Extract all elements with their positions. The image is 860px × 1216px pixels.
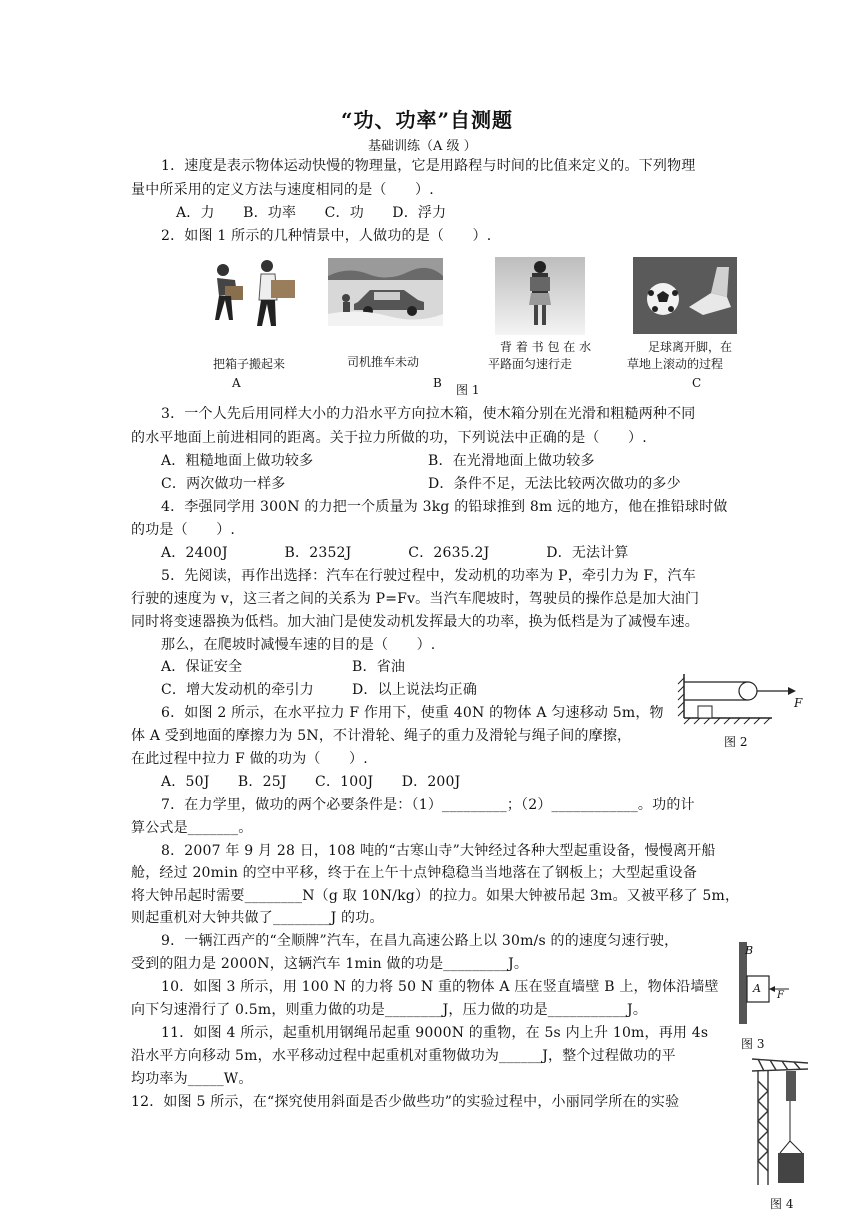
q12-line1: 12．如图 5 所示，在“探究使用斜面是否少做些功”的实验过程中，小丽同学所在的实验 <box>131 1094 680 1110</box>
figure3-label: 图 3 <box>741 1037 765 1051</box>
q10-line1: 10．如图 3 所示，用 100 N 的力将 50 N 重的物体 A 压在竖直墙壁 B 上，物体沿墙壁 <box>161 979 719 995</box>
figure1-caption-b: 司机推车未动 <box>347 355 420 369</box>
q6-line1: 6．如图 2 所示，在水平拉力 F 作用下，使重 40N 的物体 A 匀速移动 5m，物 <box>161 705 664 721</box>
figure4-label: 图 4 <box>770 1197 794 1211</box>
q3-option-d: D．条件不足，无法比较两次做功的多少 <box>428 476 681 492</box>
q2-line1: 2．如图 1 所示的几种情景中，人做功的是（ ）. <box>161 228 492 244</box>
q5-option-b: B．省油 <box>352 659 406 675</box>
figure1-image-pushing-car <box>328 258 443 326</box>
q8-line1: 8．2007 年 9 月 28 日，108 吨的“古寒山寺”大钟经过各种大型起重设备，慢慢离开船 <box>161 843 716 859</box>
q11-line1: 11．如图 4 所示，起重机用钢绳吊起重 9000N 的重物，在 5s 内上升 10m，再用 4s <box>161 1025 709 1041</box>
section-subtitle: 基础训练（A 级 ） <box>368 139 477 154</box>
q9-line1: 9．一辆江西产的“全顺牌”汽车，在昌九高速公路上以 30m/s 的的速度匀速行驶， <box>161 933 679 949</box>
q5-option-a: A．保证安全 <box>161 659 243 675</box>
q5-line4: 那么，在爬坡时减慢车速的目的是（ ）. <box>161 637 436 653</box>
q11-line3: 均功率为_____W。 <box>131 1071 253 1087</box>
q5-option-d: D．以上说法均正确 <box>352 682 478 698</box>
figure1-letter-b: B <box>433 376 442 390</box>
q3-option-c: C．两次做功一样多 <box>161 476 286 492</box>
figure1-caption-d-line1: 足球离开脚，在 <box>648 340 733 354</box>
q5-line2: 行驶的速度为 v，这三者之间的关系为 P=Fv。当汽车爬坡时，驾驶员的操作总是加大油门 <box>131 591 700 607</box>
q5-line1: 5．先阅读，再作出选择：汽车在行驶过程中，发动机的功率为 P，牵引力为 F，汽车 <box>161 568 696 584</box>
q3-option-a: A．粗糙地面上做功较多 <box>161 453 314 469</box>
q5-option-c: C．增大发动机的牵引力 <box>161 682 314 698</box>
q9-line2: 受到的阻力是 2000N，这辆汽车 1min 做的功是_________J。 <box>131 956 529 972</box>
figure1-letter-c: C <box>692 376 702 390</box>
q7-line2: 算公式是_______。 <box>131 820 253 836</box>
q11-line2: 沿水平方向移动 5m，水平移动过程中起重机对重物做功为______J，整个过程做功的平 <box>131 1048 676 1064</box>
figure2-pulley-diagram <box>676 672 806 750</box>
figure1-letter-a: A <box>232 376 241 390</box>
q3-line2: 的水平地面上前进相同的距离。关于拉力所做的功，下列说法中正确的是（ ）. <box>131 430 647 446</box>
q8-line4: 则起重机对大钟共做了________J 的功。 <box>131 910 384 926</box>
figure1-caption-a: 把箱子搬起来 <box>213 357 286 371</box>
q6-options: A．50J B．25J C．100J D．200J <box>161 774 461 790</box>
figure3-block-label: A <box>753 982 761 995</box>
figure3-wall-label: B <box>745 944 754 957</box>
figure1-image-soccer-ball <box>633 257 737 334</box>
figure1-caption-c-line1: 背 着 书 包 在 水 <box>500 340 592 354</box>
figure1-label: 图 1 <box>456 383 480 397</box>
figure1-image-walking-with-bag <box>495 257 585 335</box>
figure3-wall-diagram <box>737 940 797 1056</box>
q3-line1: 3．一个人先后用同样大小的力沿水平方向拉木箱，使木箱分别在光滑和粗糙两种不同 <box>161 406 696 422</box>
q10-line2: 向下匀速滑行了 0.5m，则重力做的功是________J，压力做的功是___________J。 <box>131 1002 648 1018</box>
figure3-force-label: F <box>777 990 784 1001</box>
figure2-force-label: F <box>794 696 803 710</box>
q6-line2: 体 A 受到地面的摩擦力为 5N，不计滑轮、绳子的重力及滑轮与绳子间的摩擦， <box>131 728 632 744</box>
q7-line1: 7．在力学里，做功的两个必要条件是：（1）_________；（2）____________。功的计 <box>161 797 695 813</box>
q4-options: A．2400J B．2352J C．2635.2J D．无法计算 <box>161 545 629 561</box>
q1-options: A．力 B．功率 C．功 D．浮力 <box>176 205 447 221</box>
figure2-label: 图 2 <box>724 735 748 749</box>
figure1-caption-c-line2: 平路面匀速行走 <box>488 357 573 371</box>
q1-line2: 量中所采用的定义方法与速度相同的是（ ）. <box>131 182 434 198</box>
q5-line3: 同时将变速器换为低档。加大油门是使发动机发挥最大的功率，换为低档是为了减慢车速。 <box>131 614 699 630</box>
q8-line3: 将大钟吊起时需要________N（g 取 10N/kg）的拉力。如果大钟被吊起 3m。又被平移了 5m， <box>131 888 740 904</box>
q4-line1: 4．李强同学用 300N 的力把一个质量为 3kg 的铅球推到 8m 远的地方，他在推铅球时做 <box>161 499 728 515</box>
figure1-image-lifting-box <box>205 256 301 332</box>
figure1-caption-d-line2: 草地上滚动的过程 <box>627 357 724 371</box>
q1-line1: 1．速度是表示物体运动快慢的物理量，它是用路程与时间的比值来定义的。下列物理 <box>161 158 696 174</box>
q6-line3: 在此过程中拉力 F 做的功为（ ）. <box>131 751 368 767</box>
q3-option-b: B．在光滑地面上做功较多 <box>428 453 595 469</box>
figure4-crane-image <box>750 1057 810 1187</box>
q8-line2: 舱，经过 20min 的空中平移，终于在上午十点钟稳稳当当地落在了钢板上；大型起重设备 <box>131 865 698 881</box>
page-title: “功、功率”自测题 <box>341 108 514 132</box>
q4-line2: 的功是（ ）. <box>131 522 236 538</box>
